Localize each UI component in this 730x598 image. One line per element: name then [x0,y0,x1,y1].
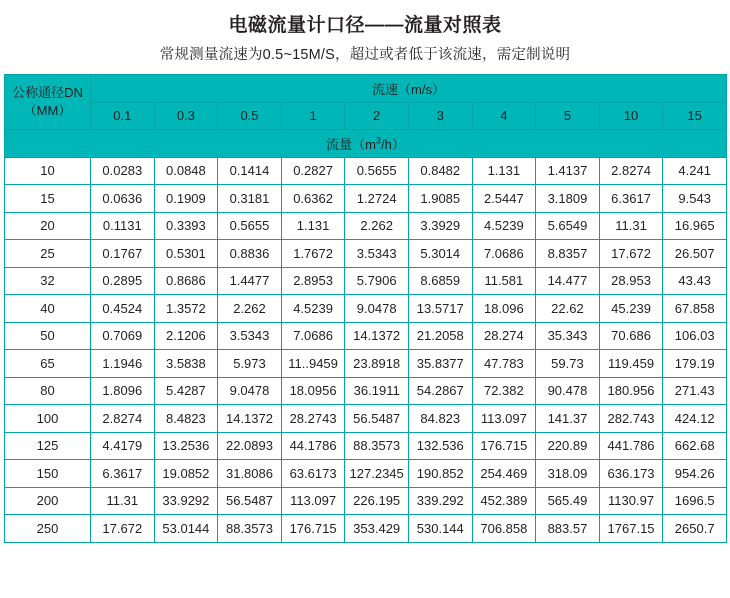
flow-value-cell: 2650.7 [663,515,727,543]
dn-value-cell: 125 [5,432,91,460]
flow-value-cell: 11.31 [91,487,155,515]
header-row-flow [5,130,727,158]
dn-value-cell: 50 [5,322,91,350]
flow-value-cell: 339.292 [408,487,472,515]
flow-value-cell: 4.241 [663,157,727,185]
flow-value-cell: 0.1909 [154,185,218,213]
flow-value-cell: 54.2867 [408,377,472,405]
speed-col-1: 0.3 [154,102,218,130]
flow-value-cell: 44.1786 [281,432,345,460]
flow-value-cell: 56.5487 [218,487,282,515]
flow-value-cell: 23.8918 [345,350,409,378]
flow-value-cell: 0.3393 [154,212,218,240]
flow-value-cell: 706.858 [472,515,536,543]
table-row [5,432,727,460]
flow-value-cell: 3.3929 [408,212,472,240]
flow-value-cell: 318.09 [536,460,600,488]
flow-value-cell: 56.5487 [345,405,409,433]
dn-value-cell: 40 [5,295,91,323]
flow-value-cell: 1.8096 [91,377,155,405]
header-row-speeds [5,102,727,130]
flow-value-cell: 271.43 [663,377,727,405]
flow-value-cell: 0.5655 [218,212,282,240]
dn-value-cell: 250 [5,515,91,543]
flow-value-cell: 2.262 [218,295,282,323]
dn-value-cell: 150 [5,460,91,488]
flow-value-cell: 5.973 [218,350,282,378]
speed-col-2: 0.5 [218,102,282,130]
flow-value-cell: 180.956 [599,377,663,405]
flow-value-cell: 17.672 [91,515,155,543]
flow-value-cell: 226.195 [345,487,409,515]
table-head [5,75,727,158]
flow-value-cell: 565.49 [536,487,600,515]
flow-value-cell: 636.173 [599,460,663,488]
table-row [5,405,727,433]
flow-value-cell: 0.1131 [91,212,155,240]
flow-value-cell: 7.0686 [281,322,345,350]
flow-value-cell: 2.8953 [281,267,345,295]
table-row [5,322,727,350]
dn-value-cell: 20 [5,212,91,240]
table-row [5,377,727,405]
speed-col-4: 2 [345,102,409,130]
flow-value-cell: 8.6859 [408,267,472,295]
dn-value-cell: 25 [5,240,91,268]
flow-value-cell: 18.096 [472,295,536,323]
flow-value-cell: 179.19 [663,350,727,378]
flow-value-cell: 2.8274 [91,405,155,433]
flow-header-cell [5,130,727,158]
table-row [5,460,727,488]
flow-value-cell: 0.5301 [154,240,218,268]
flow-value-cell: 5.6549 [536,212,600,240]
flow-value-cell: 59.73 [536,350,600,378]
flow-value-cell: 1.131 [281,212,345,240]
flow-value-cell: 5.3014 [408,240,472,268]
flow-value-cell: 1.2724 [345,185,409,213]
flow-value-cell: 13.2536 [154,432,218,460]
dn-value-cell: 32 [5,267,91,295]
page-subtitle: 常规测量流速为0.5~15M/S，超过或者低于该流速，需定制说明 [159,47,571,63]
flow-value-cell: 88.3573 [218,515,282,543]
document-page [0,10,730,543]
flow-value-cell: 11.581 [472,267,536,295]
flow-value-cell: 5.7906 [345,267,409,295]
flow-value-cell: 2.1206 [154,322,218,350]
speed-col-0: 0.1 [91,102,155,130]
flow-value-cell: 141.37 [536,405,600,433]
dn-header-cell [5,75,91,130]
flow-header-sup: 3 [375,135,381,146]
flow-value-cell: 1.131 [472,157,536,185]
flow-value-cell: 113.097 [281,487,345,515]
flow-value-cell: 176.715 [281,515,345,543]
speed-col-7: 5 [536,102,600,130]
flow-value-cell: 1.1946 [91,350,155,378]
flow-value-cell: 113.097 [472,405,536,433]
table-row [5,157,727,185]
flow-value-cell: 190.852 [408,460,472,488]
flow-value-cell: 11.31 [599,212,663,240]
flow-value-cell: 13.5717 [408,295,472,323]
flow-value-cell: 35.8377 [408,350,472,378]
flow-value-cell: 28.2743 [281,405,345,433]
flow-value-cell: 0.1767 [91,240,155,268]
header-row-top [5,75,727,103]
flow-value-cell: 1696.5 [663,487,727,515]
flow-value-cell: 353.429 [345,515,409,543]
flow-value-cell: 662.68 [663,432,727,460]
flow-value-cell: 14.477 [536,267,600,295]
flow-value-cell: 8.4823 [154,405,218,433]
flow-value-cell: 1.3572 [154,295,218,323]
flow-value-cell: 5.4287 [154,377,218,405]
table-row [5,350,727,378]
flow-value-cell: 0.6362 [281,185,345,213]
speed-col-5: 3 [408,102,472,130]
speed-header-cell: 流速（m/s） [91,75,727,103]
flow-value-cell: 1.4137 [536,157,600,185]
flow-value-cell: 0.2895 [91,267,155,295]
table-row [5,487,727,515]
flow-value-cell: 18.0956 [281,377,345,405]
flow-value-cell: 106.03 [663,322,727,350]
flow-value-cell: 0.2827 [281,157,345,185]
table-row [5,515,727,543]
flow-value-cell: 26.507 [663,240,727,268]
flow-value-cell: 4.5239 [281,295,345,323]
dn-value-cell: 65 [5,350,91,378]
flow-value-cell: 88.3573 [345,432,409,460]
flow-value-cell: 0.0636 [91,185,155,213]
flow-value-cell: 53.0144 [154,515,218,543]
flow-value-cell: 35.343 [536,322,600,350]
flow-value-cell: 1.4477 [218,267,282,295]
flow-value-cell: 1.9085 [408,185,472,213]
flow-value-cell: 8.8357 [536,240,600,268]
flow-value-cell: 90.478 [536,377,600,405]
flow-value-cell: 0.4524 [91,295,155,323]
dn-value-cell: 15 [5,185,91,213]
flow-value-cell: 0.8836 [218,240,282,268]
flow-value-cell: 0.3181 [218,185,282,213]
flow-value-cell: 28.274 [472,322,536,350]
flow-value-cell: 14.1372 [218,405,282,433]
flow-comparison-table [4,74,727,543]
flow-value-cell: 36.1911 [345,377,409,405]
flow-value-cell: 530.144 [408,515,472,543]
dn-value-cell: 200 [5,487,91,515]
dn-header-line1: 公称通径DN [12,85,83,101]
flow-value-cell: 9.0478 [345,295,409,323]
flow-value-cell: 2.8274 [599,157,663,185]
flow-value-cell: 22.62 [536,295,600,323]
flow-value-cell: 3.5343 [345,240,409,268]
table-row [5,185,727,213]
flow-value-cell: 954.26 [663,460,727,488]
table-body [5,157,727,542]
flow-value-cell: 31.8086 [218,460,282,488]
flow-value-cell: 2.262 [345,212,409,240]
flow-value-cell: 3.5343 [218,322,282,350]
flow-value-cell: 282.743 [599,405,663,433]
dn-header-line2: （MM） [23,103,72,118]
table-row [5,240,727,268]
flow-value-cell: 67.858 [663,295,727,323]
flow-value-cell: 0.8686 [154,267,218,295]
flow-value-cell: 19.0852 [154,460,218,488]
flow-value-cell: 6.3617 [91,460,155,488]
table-row [5,295,727,323]
flow-value-cell: 45.239 [599,295,663,323]
speed-col-9: 15 [663,102,727,130]
flow-value-cell: 127.2345 [345,460,409,488]
flow-value-cell: 72.382 [472,377,536,405]
dn-value-cell: 80 [5,377,91,405]
flow-value-cell: 4.4179 [91,432,155,460]
table-row [5,212,727,240]
speed-col-3: 1 [281,102,345,130]
flow-value-cell: 452.389 [472,487,536,515]
flow-value-cell: 43.43 [663,267,727,295]
flow-value-cell: 3.1809 [536,185,600,213]
flow-value-cell: 7.0686 [472,240,536,268]
flow-value-cell: 47.783 [472,350,536,378]
flow-value-cell: 1130.97 [599,487,663,515]
flow-value-cell: 4.5239 [472,212,536,240]
dn-value-cell: 100 [5,405,91,433]
flow-value-cell: 21.2058 [408,322,472,350]
flow-value-cell: 11..9459 [281,350,345,378]
flow-value-cell: 0.7069 [91,322,155,350]
page-title: 电磁流量计口径——流量对照表 [228,15,502,36]
table-row [5,267,727,295]
flow-header-prefix: 流量（m [326,136,376,152]
dn-value-cell: 10 [5,157,91,185]
flow-value-cell: 16.965 [663,212,727,240]
flow-value-cell: 33.9292 [154,487,218,515]
flow-value-cell: 9.543 [663,185,727,213]
flow-value-cell: 176.715 [472,432,536,460]
flow-value-cell: 17.672 [599,240,663,268]
flow-value-cell: 6.3617 [599,185,663,213]
flow-value-cell: 441.786 [599,432,663,460]
flow-value-cell: 883.57 [536,515,600,543]
flow-value-cell: 1.7672 [281,240,345,268]
flow-value-cell: 119.459 [599,350,663,378]
speed-col-8: 10 [599,102,663,130]
flow-value-cell: 0.0848 [154,157,218,185]
flow-value-cell: 220.89 [536,432,600,460]
flow-value-cell: 132.536 [408,432,472,460]
flow-value-cell: 84.823 [408,405,472,433]
flow-value-cell: 3.5838 [154,350,218,378]
flow-value-cell: 0.0283 [91,157,155,185]
flow-value-cell: 0.5655 [345,157,409,185]
flow-value-cell: 63.6173 [281,460,345,488]
flow-value-cell: 254.469 [472,460,536,488]
speed-col-6: 4 [472,102,536,130]
flow-header-suffix: /h） [381,136,405,152]
flow-value-cell: 9.0478 [218,377,282,405]
flow-value-cell: 2.5447 [472,185,536,213]
flow-value-cell: 70.686 [599,322,663,350]
flow-value-cell: 1767.15 [599,515,663,543]
flow-value-cell: 0.1414 [218,157,282,185]
flow-value-cell: 0.8482 [408,157,472,185]
flow-value-cell: 14.1372 [345,322,409,350]
flow-value-cell: 28.953 [599,267,663,295]
flow-value-cell: 424.12 [663,405,727,433]
flow-value-cell: 22.0893 [218,432,282,460]
